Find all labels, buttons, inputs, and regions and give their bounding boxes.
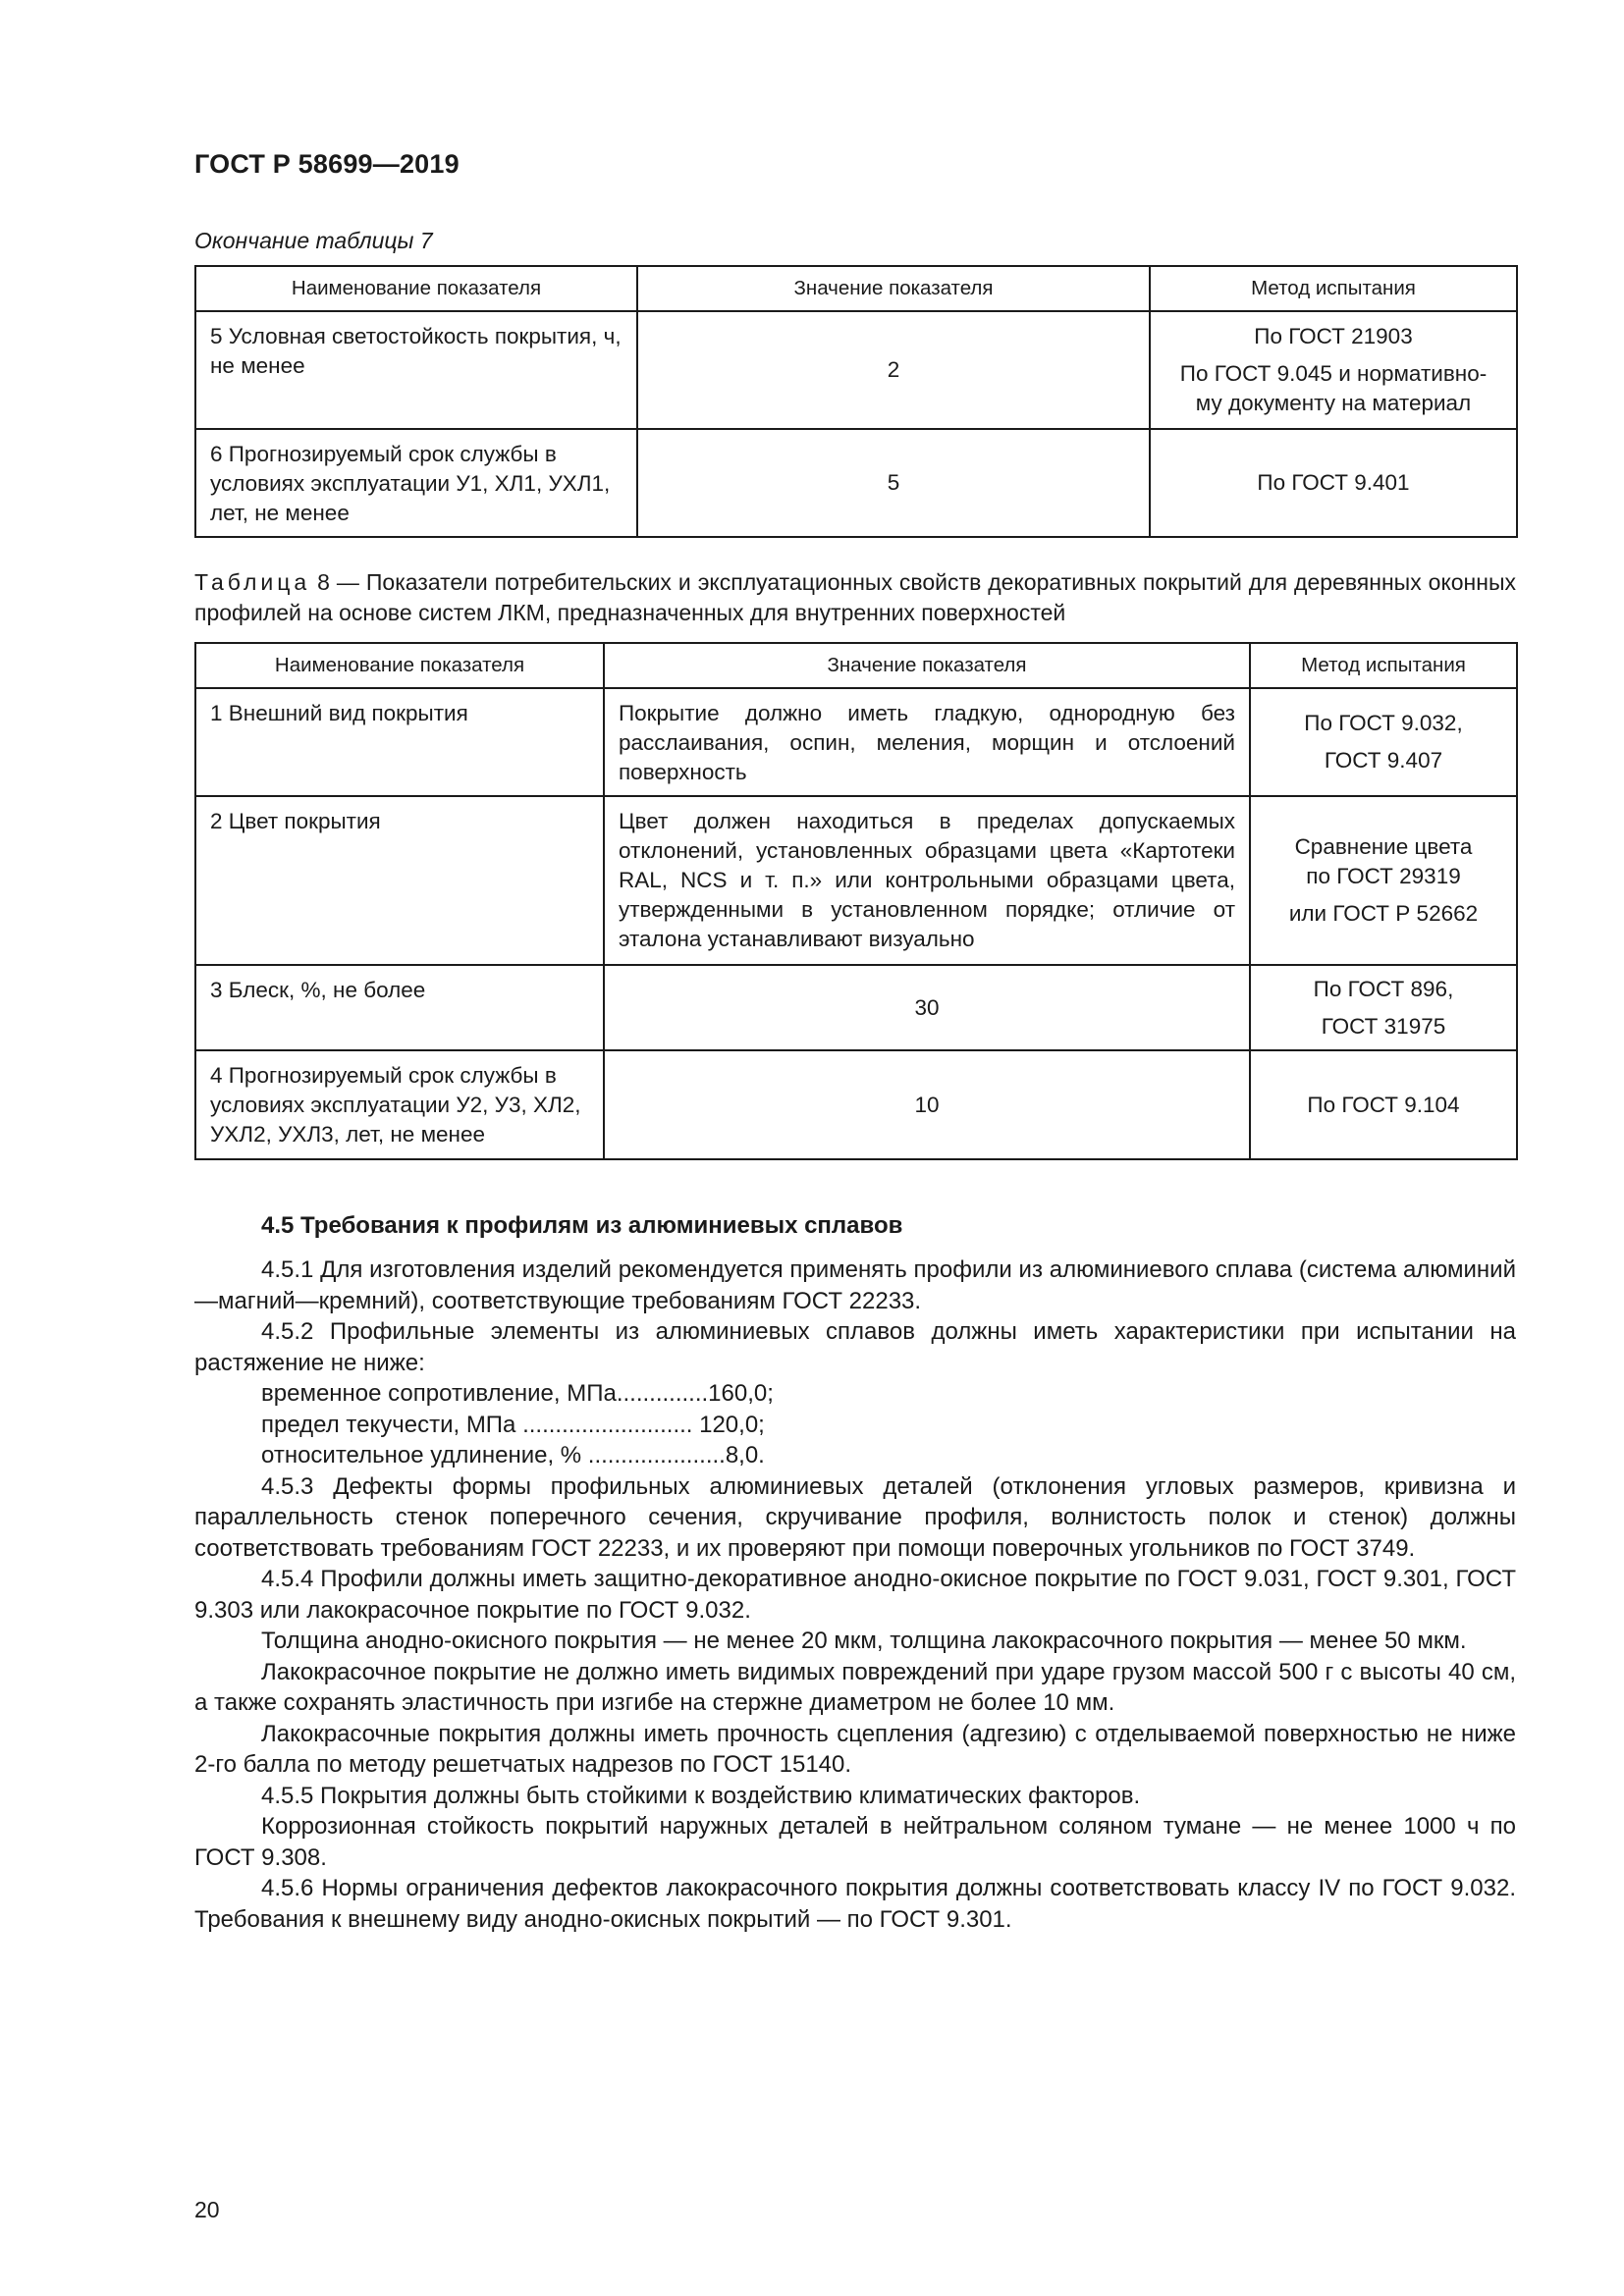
test-method: По ГОСТ 9.401 bbox=[1150, 429, 1517, 537]
paragraph: 4.5.5 Покрытия должны быть стойкими к воздействию климатических факторов. bbox=[261, 1782, 1141, 1809]
method-line: ГОСТ 9.407 bbox=[1324, 748, 1443, 773]
paragraph: 4.5.2 Профильные элементы из алюминиевых сплавов должны иметь характеристики при испытании на растяжение не ниже: bbox=[194, 1318, 1516, 1376]
column-header: Метод испытания bbox=[1250, 643, 1517, 688]
paragraph: 4.5.6 Нормы ограничения дефектов лакокрасочного покрытия должны соответствовать классу IV по ГОСТ 9.032. Требования к внешнему виду анодно-окисных покрытий — по ГОСТ 9.301. bbox=[194, 1875, 1516, 1933]
table8-header-row bbox=[195, 643, 1517, 688]
indicator-name: 2 Цвет покрытия bbox=[195, 796, 604, 965]
table-row bbox=[195, 796, 1517, 965]
indicator-value: 5 bbox=[637, 429, 1150, 537]
table-8 bbox=[194, 642, 1518, 1160]
table8-caption bbox=[194, 567, 1516, 628]
section-body bbox=[194, 1255, 1516, 1935]
paragraph: Коррозионная стойкость покрытий наружных деталей в нейтральном соляном тумане — не менее 1000 ч по ГОСТ 9.308. bbox=[194, 1813, 1516, 1871]
test-method bbox=[1250, 796, 1517, 965]
table7-header-row bbox=[195, 266, 1517, 311]
method-line: По ГОСТ 896, bbox=[1313, 976, 1454, 1001]
test-method: По ГОСТ 9.104 bbox=[1250, 1050, 1517, 1159]
paragraph: 4.5.1 Для изготовления изделий рекомендуется применять профили из алюминиевого сплава (система алюминий—магний—кремний), соответствующие требованиям ГОСТ 22233. bbox=[194, 1256, 1516, 1314]
method-line: по ГОСТ 29319 bbox=[1306, 864, 1461, 888]
table-row bbox=[195, 688, 1517, 796]
characteristic-line: предел текучести, МПа .......................... 120,0; bbox=[261, 1411, 765, 1438]
paragraph: Толщина анодно-окисного покрытия — не менее 20 мкм, толщина лакокрасочного покрытия — менее 50 мкм. bbox=[261, 1628, 1467, 1654]
page-number: 20 bbox=[194, 2197, 220, 2222]
column-header: Наименование показателя bbox=[195, 266, 637, 311]
method-line: ГОСТ 31975 bbox=[1321, 1013, 1446, 1039]
table-row bbox=[195, 311, 1517, 429]
column-header: Метод испытания bbox=[1150, 266, 1517, 311]
paragraph: 4.5.4 Профили должны иметь защитно-декоративное анодно-окисное покрытие по ГОСТ 9.031, ГОСТ 9.301, ГОСТ 9.303 или лакокрасочное покрытие по ГОСТ 9.032. bbox=[194, 1566, 1516, 1624]
characteristic-line: временное сопротивление, МПа..............160,0; bbox=[261, 1380, 774, 1407]
paragraph: Лакокрасочные покрытия должны иметь прочность сцепления (адгезию) с отделываемой поверхностью не ниже 2-го балла по методу решетчатых надрезов по ГОСТ 15140. bbox=[194, 1720, 1516, 1778]
indicator-value: 2 bbox=[637, 311, 1150, 429]
indicator-name: 1 Внешний вид покрытия bbox=[195, 688, 604, 796]
document-id: ГОСТ Р 58699—2019 bbox=[194, 149, 460, 179]
paragraph: 4.5.3 Дефекты формы профильных алюминиевых деталей (отклонения угловых размеров, кривизна и параллельность стенок поперечного сечения, скручивание профиля, волнистость полок и стенок) должны соответствовать требованиям ГОСТ 22233, и их проверяют при помощи поверочных угольников по ГОСТ 3749. bbox=[194, 1472, 1516, 1562]
indicator-name: 5 Условная светостойкость покрытия, ч, не менее bbox=[195, 311, 637, 429]
table8-caption-text: 8 — Показатели потребительских и эксплуатационных свойств декоративных покрытий для деревянных оконных профилей на основе систем ЛКМ, предназначенных для внутренних поверхностей bbox=[194, 569, 1516, 625]
table-7 bbox=[194, 265, 1518, 538]
method-line: или ГОСТ Р 52662 bbox=[1288, 901, 1479, 926]
indicator-value: Цвет должен находиться в пределах допускаемых отклонений, установленных образцами цвета «Картотеки RAL, NCS и т. п.» или контрольными образцами цвета, утвержденными в установленном порядке; отличие от эталона устанавливают визуально bbox=[604, 796, 1250, 965]
method-line: По ГОСТ 9.045 и нормативно- bbox=[1179, 361, 1488, 386]
table8-caption-label: Таблица bbox=[194, 569, 311, 595]
column-header: Наименование показателя bbox=[195, 643, 604, 688]
characteristic-line: относительное удлинение, % .....................8,0. bbox=[261, 1442, 765, 1468]
test-method bbox=[1250, 965, 1517, 1050]
method-line: По ГОСТ 9.032, bbox=[1304, 711, 1463, 735]
table-row bbox=[195, 429, 1517, 537]
indicator-value: 30 bbox=[604, 965, 1250, 1050]
column-header: Значение показателя bbox=[604, 643, 1250, 688]
test-method bbox=[1250, 688, 1517, 796]
indicator-name: 3 Блеск, %, не более bbox=[195, 965, 604, 1050]
method-line: му документу на материал bbox=[1195, 391, 1472, 415]
paragraph: Лакокрасочное покрытие не должно иметь видимых повреждений при ударе грузом массой 500 г с высоты 40 см, а также сохранять эластичность при изгибе на стержне диаметром не более 10 мм. bbox=[194, 1658, 1516, 1716]
method-line: По ГОСТ 21903 bbox=[1254, 324, 1413, 348]
table-row bbox=[195, 965, 1517, 1050]
table7-caption: Окончание таблицы 7 bbox=[194, 228, 433, 253]
indicator-value: Покрытие должно иметь гладкую, однородную без расслаивания, оспин, меления, морщин и отслоений поверхность bbox=[604, 688, 1250, 796]
indicator-value: 10 bbox=[604, 1050, 1250, 1159]
column-header: Значение показателя bbox=[637, 266, 1150, 311]
method-line: Сравнение цвета bbox=[1294, 834, 1473, 859]
test-method bbox=[1150, 311, 1517, 429]
table-row bbox=[195, 1050, 1517, 1159]
indicator-name: 4 Прогнозируемый срок службы в условиях эксплуатации У2, У3, ХЛ2, УХЛ2, УХЛ3, лет, не менее bbox=[195, 1050, 604, 1159]
indicator-name: 6 Прогнозируемый срок службы в условиях эксплуатации У1, ХЛ1, УХЛ1, лет, не менее bbox=[195, 429, 637, 537]
section-title: 4.5 Требования к профилям из алюминиевых сплавов bbox=[261, 1212, 903, 1239]
